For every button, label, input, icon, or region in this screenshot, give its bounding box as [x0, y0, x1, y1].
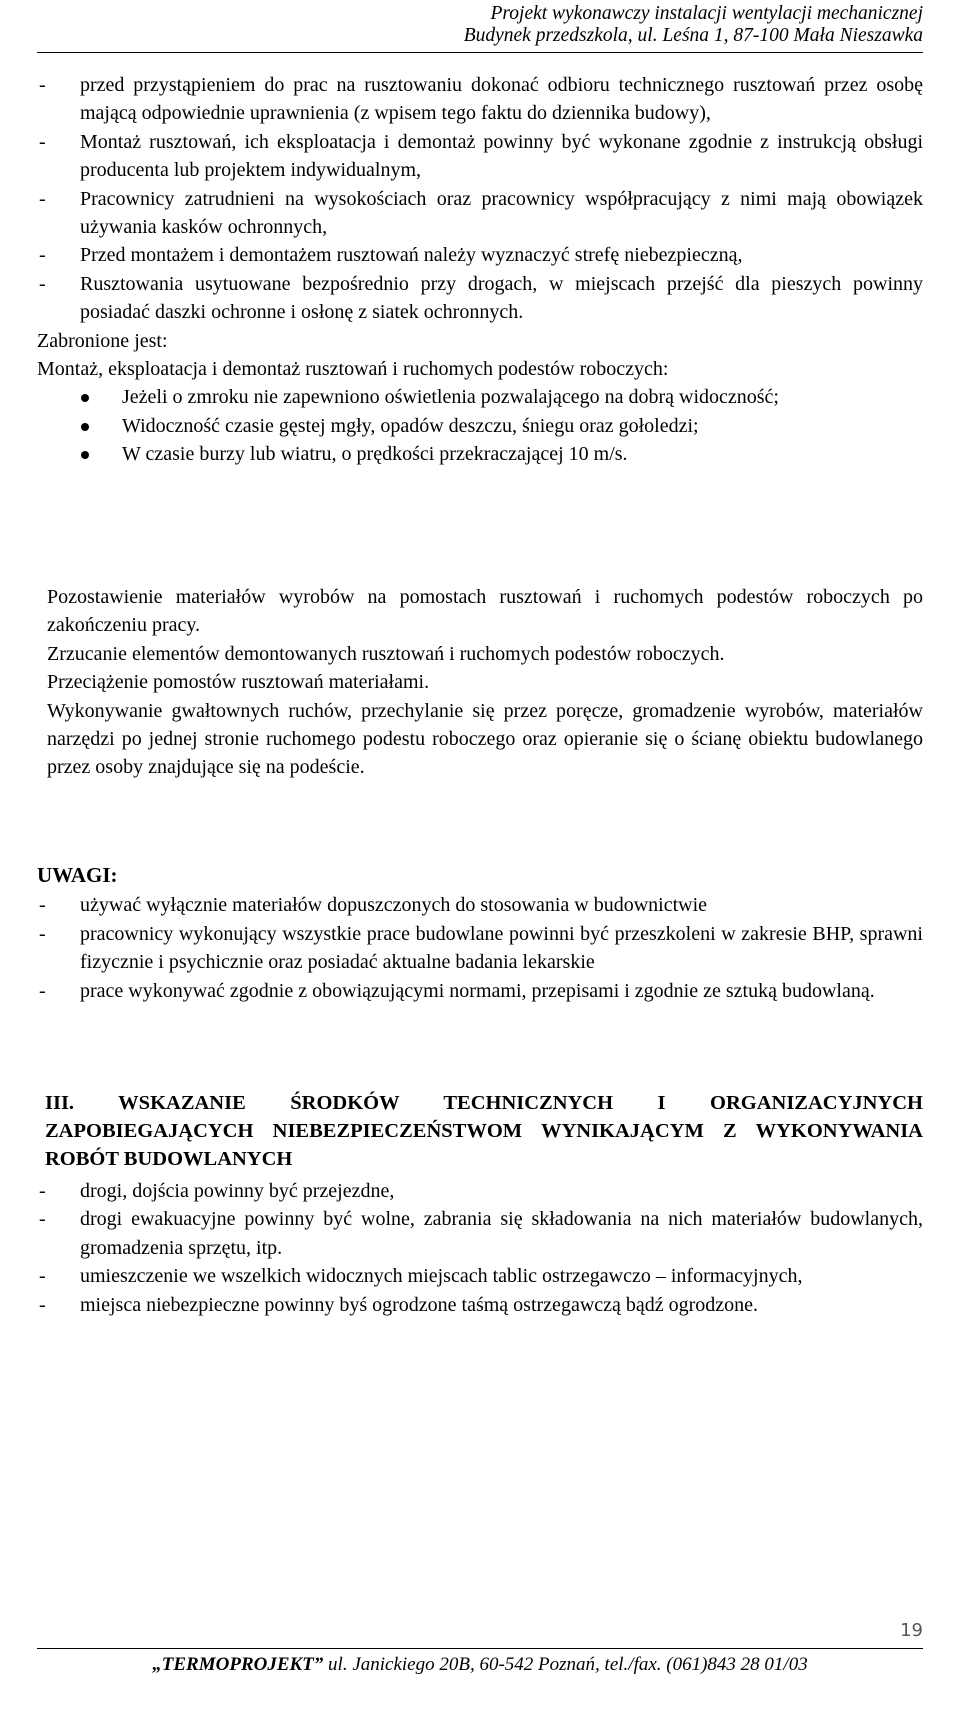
- forbidden-paragraphs: [47, 583, 923, 782]
- list-item: - drogi ewakuacyjne powinny być wolne, zabrania się składowania na nich materiałów budowlanych, gromadzenia sprzętu, itp.: [39, 1208, 923, 1259]
- list-item: - przed przystąpieniem do prac na rusztowaniu dokonać odbioru technicznego rusztowań przez osobę mającą odpowiednie uprawnienia (z wpisem tego faktu do dziennika budowy),: [39, 74, 923, 125]
- list-item: - Pracownicy zatrudnieni na wysokościach oraz pracownicy współpracujący z nimi mają obowiązek używania kasków ochronnych,: [39, 187, 923, 239]
- footer-address: ul. Janickiego 20B, 60-542 Poznań, tel./fax. (061)843 28 01/03: [323, 1654, 808, 1675]
- footer-rule: [37, 1648, 923, 1649]
- paragraph: Pozostawienie materiałów wyrobów na pomostach rusztowań i ruchomych podestów roboczych po zakończeniu pracy.: [47, 586, 923, 637]
- list-item: - drogi, dojścia powinny być przejezdne,: [39, 1180, 395, 1202]
- bullet-icon: [81, 394, 89, 402]
- header-building-address: Budynek przedszkola, ul. Leśna 1, 87-100 Mała Nieszawka: [463, 25, 923, 46]
- list-item: - Rusztowania usytuowane bezpośrednio przy drogach, w miejscach przejść dla pieszych powinny posiadać daszki ochronne i osłonę z siatek ochronnych.: [39, 272, 923, 324]
- page-number: 19: [900, 1620, 923, 1641]
- paragraph: Wykonywanie gwałtownych ruchów, przechylanie się przez poręcze, gromadzenie wyrobów, materiałów narzędzi po jednej stronie ruchomego podestu roboczego oraz opieranie się o ścianę obiektu budowlanego przez osoby znajdujące się na podeście.: [47, 699, 923, 779]
- footer-company: „TERMOPROJEKT”: [152, 1654, 324, 1675]
- bullet-item: W czasie burzy lub wiatru, o prędkości przekraczającej 10 m/s.: [37, 440, 923, 468]
- remarks-title: UWAGI:: [37, 863, 118, 887]
- list-item: - umieszczenie we wszelkich widocznych miejscach tablic ostrzegawczo – informacyjnych,: [39, 1265, 803, 1288]
- list-item: - używać wyłącznie materiałów dopuszczonych do stosowania w budownictwie: [39, 894, 708, 917]
- bullet-item: Jeżeli o zmroku nie zapewniono oświetlenia pozwalającego na dobrą widoczność;: [37, 383, 923, 411]
- measures-list: [37, 1177, 923, 1319]
- safety-list: [37, 71, 923, 469]
- footer: [0, 1654, 960, 1676]
- bullet-icon: [81, 451, 89, 459]
- list-item: - Montaż rusztowań, ich eksploatacja i demontaż powinny być wykonane zgodnie z instrukcją obsługi producenta lub projektem indywidualnym,: [39, 130, 923, 182]
- paragraph: Przeciążenie pomostów rusztowań materiałami.: [47, 671, 430, 694]
- forbidden-intro: Montaż, eksploatacja i demontaż rusztowań i ruchomych podestów roboczych:: [37, 358, 669, 381]
- header-rule: [37, 52, 923, 53]
- list-item: - pracownicy wykonujący wszystkie prace budowlane powinni być przeszkoleni w zakresie BHP, sprawni fizycznie i psychicznie oraz posiadać aktualne badania lekarskie: [39, 922, 923, 974]
- header-project-title: Projekt wykonawczy instalacji wentylacji mechanicznej: [490, 3, 923, 24]
- bullet-icon: [81, 423, 89, 431]
- bullet-item: Widoczność czasie gęstej mgły, opadów deszczu, śniegu oraz gołoledzi;: [37, 412, 923, 440]
- list-item: - miejsca niebezpieczne powinny byś ogrodzone taśmą ostrzegawczą bądź ogrodzone.: [39, 1293, 759, 1316]
- section-heading: III. WSKAZANIE ŚRODKÓW TECHNICZNYCH I ORGANIZACYJNYCH ZAPOBIEGAJĄCYCH NIEBEZPIECZEŃSTWOM WYNIKAJĄCYM Z WYKONYWANIA ROBÓT BUDOWLANYCH: [45, 1092, 923, 1170]
- forbidden-title: Zabronione jest:: [37, 329, 168, 352]
- list-item: - prace wykonywać zgodnie z obowiązującymi normami, przepisami i zgodnie ze sztuką budowlaną.: [39, 979, 875, 1002]
- list-item: - Przed montażem i demontażem rusztowań należy wyznaczyć strefę niebezpieczną,: [39, 244, 743, 267]
- remarks-section: [37, 861, 923, 1005]
- paragraph: Zrzucanie elementów demontowanych rusztowań i ruchomych podestów roboczych.: [47, 642, 725, 665]
